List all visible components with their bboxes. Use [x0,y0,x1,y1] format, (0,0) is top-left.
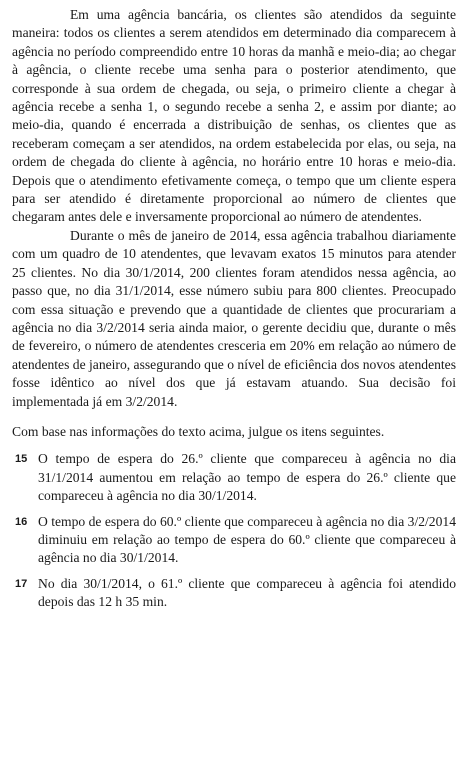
list-item-15 [12,450,456,505]
item-text: No dia 30/1/2014, o 61.º cliente que compareceu à agência foi atendido depois das 12 h 35 min. [38,575,456,610]
item-list [12,450,456,611]
item-number: 17 [15,577,28,590]
item-number: 15 [15,453,28,466]
item-number: 16 [15,515,28,528]
item-text: O tempo de espera do 60.º cliente que compareceu à agência no dia 3/2/2014 diminuiu em relação ao tempo de espera do 60.º cliente que compareceu à agência no dia 30/1/2014. [38,513,456,566]
instruction-prompt: Com base nas informações do texto acima, julgue os itens seguintes. [12,423,385,439]
item-text: O tempo de espera do 26.º cliente que compareceu à agência no dia 31/1/2014 aumentou em relação ao tempo de espera do 26.º cliente que compareceu à agência no dia 30/1/2014. [38,451,456,504]
list-item-17 [12,575,456,612]
list-item-16 [12,513,456,568]
intro-text [12,6,456,411]
intro-paragraph-2: Durante o mês de janeiro de 2014, essa agência trabalhou diariamente com um quadro de 10 atendentes, que levavam exatos 15 minutos para atender 25 clientes. No dia 30/1/2014, 200 clientes foram atendidos nessa agência, ao passo que, no dia 31/1/2014, esse número subiu para 800 clientes. Preocupado com essa situação e prevendo que a quantidade de clientes que procurariam a agência no dia 3/2/2014 seria ainda maior, o gerente decidiu que, durante o mês de fevereiro, o número de atendentes cresceria em 20% em relação ao número de atendentes de janeiro, assegurando que o nível de eficiência dos novos atendentes fosse idêntico ao nível dos que já estavam atuando. Sua decisão foi implementada já em 3/2/2014. [12,227,456,409]
intro-paragraph-1: Em uma agência bancária, os clientes são atendidos da seguinte maneira: todos os clientes a serem atendidos em determinado dia comparecem à agência no período compreendido entre 10 horas da manhã e meio-dia; ao chegar à agência, o cliente recebe uma senha para o posterior atendimento, que corresponde à sua ordem de chegada, ou seja, o primeiro cliente a chegar à agência recebe a senha 1, o segundo recebe a senha 2, e assim por diante; ao meio-dia, quando é encerrada a distribuição de senhas, os clientes que as receberam começam a ser atendidos, na ordem estabelecida por elas, ou seja, na ordem de chegada do cliente à agência, no horário entre 10 horas e meio-dia. Depois que o atendimento efetivamente começa, o tempo que um cliente espera para ser atendido é diretamente proporcional ao número de clientes que chegaram antes dele e inversamente proporcional ao número de atendentes. [12,7,456,225]
